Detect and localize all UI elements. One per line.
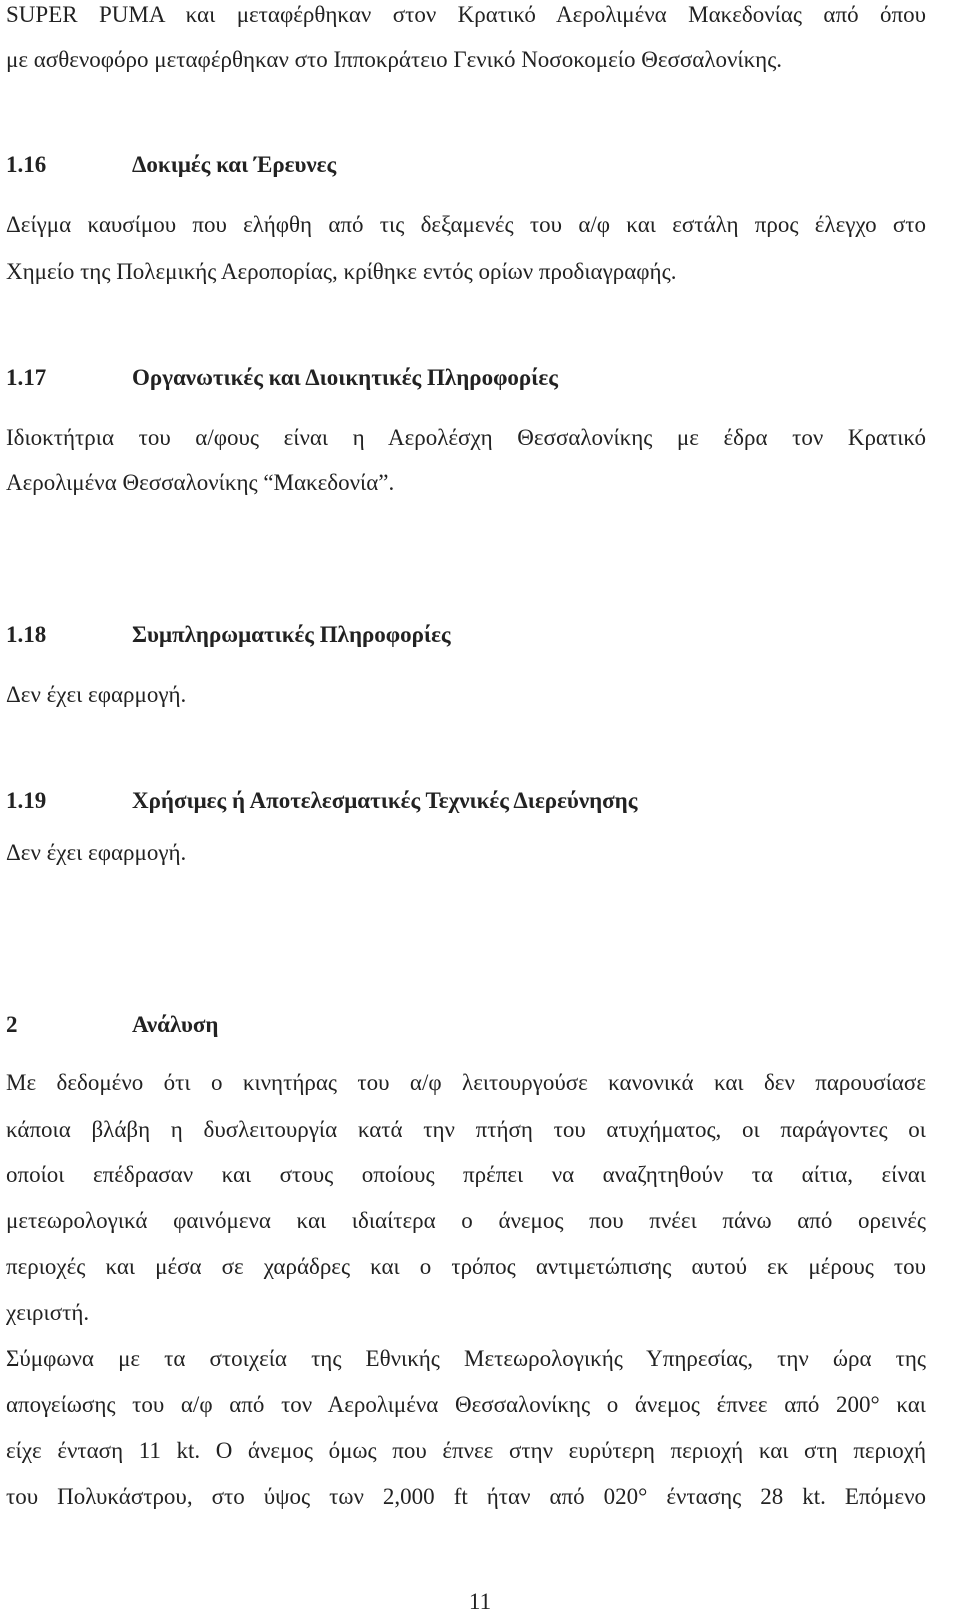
section-title: Χρήσιμες ή Αποτελεσματικές Τεχνικές Διερεύνησης <box>132 788 638 813</box>
paragraph-line: Δεν έχει εφαρμογή. <box>6 840 187 865</box>
paragraph-line: Ιδιοκτήτρια του α/φους είναι η Αερολέσχη Θεσσαλονίκης με έδρα τον Κρατικό <box>6 425 926 450</box>
paragraph-line: Δεν έχει εφαρμογή. <box>6 682 187 707</box>
section-title: Οργανωτικές και Διοικητικές Πληροφορίες <box>132 365 558 390</box>
page-number: 11 <box>468 1589 492 1614</box>
section-heading <box>6 150 336 180</box>
paragraph-line: είχε ένταση 11 kt. Ο άνεμος όμως που έπνεε στην ευρύτερη περιοχή και στη περιοχή <box>6 1438 926 1463</box>
section-heading <box>6 620 451 650</box>
paragraph-line: Δείγμα καυσίμου που ελήφθη από τις δεξαμενές του α/φ και εστάλη προς έλεγχο στο <box>6 212 926 237</box>
paragraph-line: Αερολιμένα Θεσσαλονίκης “Μακεδονία”. <box>6 470 395 495</box>
paragraph-line: περιοχές και μέσα σε χαράδρες και ο τρόπος αντιμετώπισης αυτού εκ μέρους του <box>6 1254 926 1279</box>
section-title: Δοκιμές και Έρευνες <box>132 152 337 177</box>
section-title: Ανάλυση <box>132 1012 219 1037</box>
paragraph-line: Με δεδομένο ότι ο κινητήρας του α/φ λειτουργούσε κανονικά και δεν παρουσίασε <box>6 1070 926 1095</box>
paragraph-line: Σύμφωνα με τα στοιχεία της Εθνικής Μετεωρολογικής Υπηρεσίας, την ώρα της <box>6 1346 926 1371</box>
section-heading <box>6 1010 219 1040</box>
paragraph-line: οποίοι επέδρασαν και στους οποίους πρέπει να αναζητηθούν τα αίτια, είναι <box>6 1162 926 1187</box>
paragraph-line: απογείωσης του α/φ από τον Αερολιμένα Θεσσαλονίκης ο άνεμος έπνεε από 200° και <box>6 1392 926 1417</box>
paragraph-line: κάποια βλάβη η δυσλειτουργία κατά την πτήση του ατυχήματος, οι παράγοντες οι <box>6 1117 926 1142</box>
paragraph-line: Χημείο της Πολεμικής Αεροπορίας, κρίθηκε εντός ορίων προδιαγραφής. <box>6 259 677 284</box>
section-title: Συμπληρωματικές Πληροφορίες <box>132 622 451 647</box>
paragraph-line: του Πολυκάστρου, στο ύψος των 2,000 ft ήταν από 020° έντασης 28 kt. Επόμενο <box>6 1484 926 1509</box>
paragraph-line: μετεωρολογικά φαινόμενα και ιδιαίτερα ο άνεμος που πνέει πάνω από ορεινές <box>6 1208 926 1233</box>
paragraph-line: SUPER PUMA και μεταφέρθηκαν στον Κρατικό Αερολιμένα Μακεδονίας από όπου <box>6 2 926 27</box>
section-number: 1.18 <box>6 622 47 647</box>
section-number: 1.17 <box>6 365 47 390</box>
section-number: 2 <box>6 1012 18 1037</box>
section-heading <box>6 363 558 393</box>
section-number: 1.16 <box>6 152 47 177</box>
paragraph-line: χειριστή. <box>6 1300 90 1325</box>
paragraph-line: με ασθενοφόρο μεταφέρθηκαν στο Ιπποκράτειο Γενικό Νοσοκομείο Θεσσαλονίκης. <box>6 47 783 72</box>
section-number: 1.19 <box>6 788 47 813</box>
section-heading <box>6 786 637 816</box>
